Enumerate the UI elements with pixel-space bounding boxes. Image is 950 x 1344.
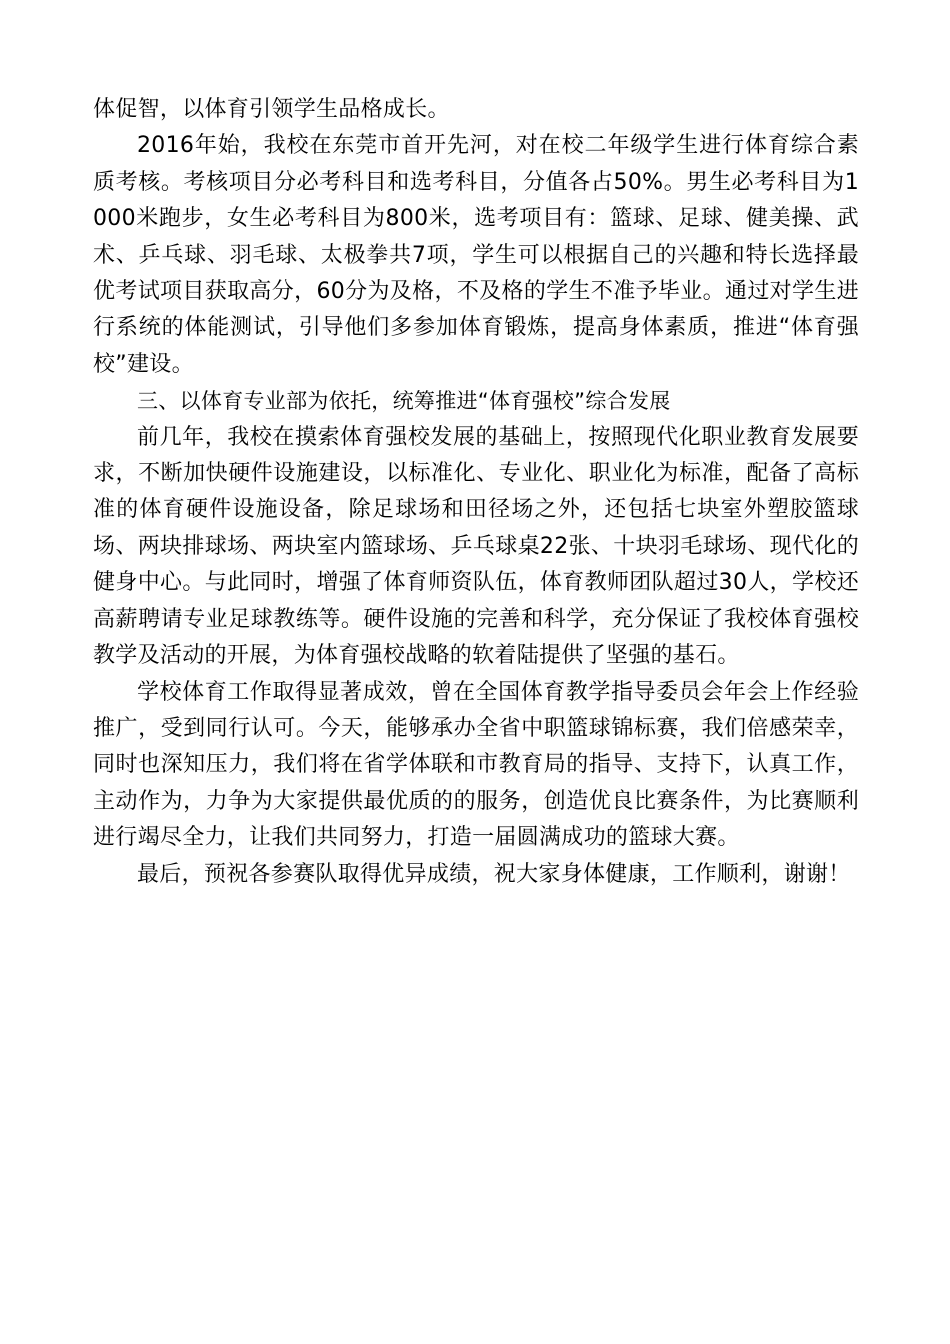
- section-heading-three: 三、以体育专业部为依托，统筹推进“体育强校”综合发展: [137, 389, 671, 414]
- document-page: [93, 92, 859, 893]
- paragraph-closing: 最后，预祝各参赛队取得优异成绩，祝大家身体健康，工作顺利，谢谢！: [137, 861, 851, 887]
- paragraph-achievements: 学校体育工作取得显著成效，曾在全国体育教学指导委员会年会上作经验推广，受到同行认可。今天，能够承办全省中职篮球锦标赛，我们倍感荣幸，同时也深知压力，我们将在省学体联和市教育局的指导、支持下，认真工作，主动作为，力争为大家提供最优质的的服务，创造优良比赛条件，为比赛顺利进行竭尽全力，让我们共同努力，打造一届圆满成功的篮球大赛。: [93, 679, 859, 851]
- paragraph-continuation: 体促智，以体育引领学生品格成长。: [93, 97, 450, 122]
- paragraph-2016-assessment: 2016年始，我校在东莞市首开先河，对在校二年级学生进行体育综合素质考核。考核项目分必考科目和选考科目，分值各占50%。男生必考科目为1000米跑步，女生必考科目为800米，选考项目有：篮球、足球、健美操、武术、乒乓球、羽毛球、太极拳共7项，学生可以根据自己的兴趣和特长选择最优考试项目获取高分，60分为及格，不及格的学生不准予毕业。通过对学生进行系统的体能测试，引导他们多参加体育锻炼，提高身体素质，推进“体育强校”建设。: [93, 133, 859, 377]
- paragraph-facilities: 前几年，我校在摸索体育强校发展的基础上，按照现代化职业教育发展要求，不断加快硬件设施建设，以标准化、专业化、职业化为标准，配备了高标准的体育硬件设施设备，除足球场和田径场之外，还包括七块室外塑胶篮球场、两块排球场、两块室内篮球场、乒乓球桌22张、十块羽毛球场、现代化的健身中心。与此同时，增强了体育师资队伍，体育教师团队超过30人，学校还高薪聘请专业足球教练等。硬件设施的完善和科学，充分保证了我校体育强校教学及活动的开展，为体育强校战略的软着陆提供了坚强的基石。: [93, 424, 859, 669]
